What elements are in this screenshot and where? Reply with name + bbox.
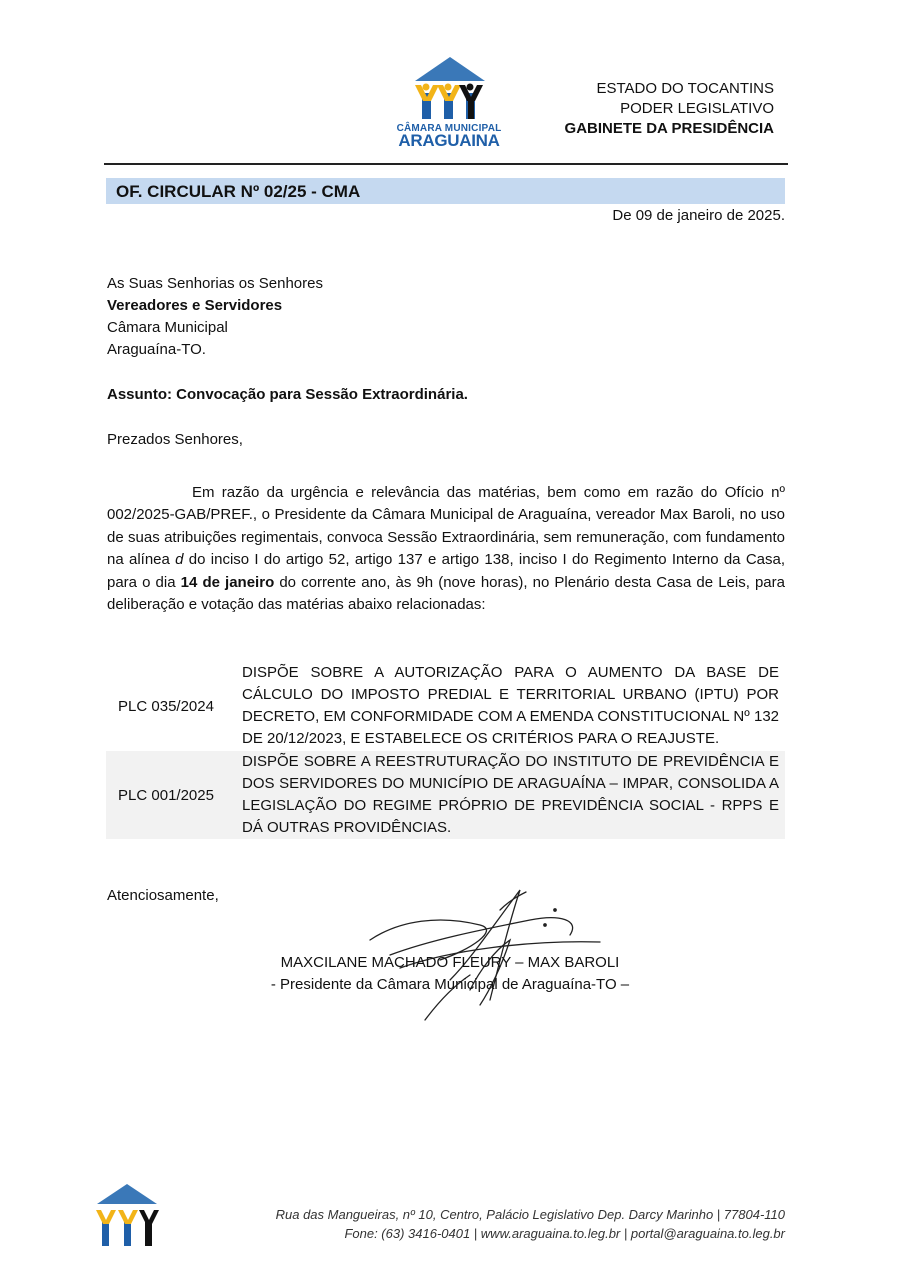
oficio-date: De 09 de janeiro de 2025. bbox=[612, 207, 785, 224]
logo-text-camara: CÂMARA MUNICIPAL bbox=[396, 123, 502, 134]
body-part-2: do inciso I do artigo 52, artigo 137 e artigo 138, inciso I do Regimento Interno da Casa, para o dia bbox=[107, 551, 785, 591]
header-office: GABINETE DA PRESIDÊNCIA bbox=[564, 120, 774, 137]
subject-line: Assunto: Convocação para Sessão Extraordinária. bbox=[107, 386, 468, 403]
footer-logo bbox=[92, 1182, 162, 1252]
matter-description: DISPÕE SOBRE A REESTRUTURAÇÃO DO INSTITUTO DE PREVIDÊNCIA E DOS SERVIDORES DO MUNICÍPIO DE ARAGUAÍNA – IMPAR, CONSOLIDA A LEGISLAÇÃO DO REGIME PRÓPRIO DE PREVIDÊNCIA SOCIAL - RPPS E DÁ OUTRAS PROVIDÊNCIAS. bbox=[242, 753, 779, 836]
oficio-title: OF. CIRCULAR Nº 02/25 - CMA bbox=[116, 182, 361, 201]
greeting: Prezados Senhores, bbox=[107, 431, 243, 448]
session-date: 14 de janeiro bbox=[180, 573, 275, 591]
table-row bbox=[106, 751, 785, 839]
logo-text-araguaina: ARAGUAINA bbox=[398, 131, 500, 150]
footer-address: Rua das Mangueiras, nº 10, Centro, Palácio Legislativo Dep. Darcy Marinho | 77804-110 bbox=[275, 1207, 785, 1222]
matter-description: DISPÕE SOBRE A AUTORIZAÇÃO PARA O AUMENTO DA BASE DE CÁLCULO DO IMPOSTO PREDIAL E TERRITORIAL URBANO (IPTU) POR DECRETO, EM CONFORMIDADE COM A EMENDA CONSTITUCIONAL Nº 132 DE 20/12/2023, E ESTABELECE OS CRITÉRIOS PARA O REAJUSTE. bbox=[242, 664, 779, 747]
matter-code: PLC 035/2024 bbox=[118, 698, 214, 715]
header-divider bbox=[104, 163, 788, 165]
recipient-line-1: As Suas Senhorias os Senhores bbox=[107, 275, 323, 292]
table-row bbox=[106, 662, 785, 751]
body-paragraph bbox=[107, 482, 785, 616]
recipient-line-3: Câmara Municipal bbox=[107, 319, 228, 336]
recipient-line-4: Araguaína-TO. bbox=[107, 341, 206, 358]
body-italic: d bbox=[175, 551, 184, 569]
footer-contact: Fone: (63) 3416-0401 | www.araguaina.to.leg.br | portal@araguaina.to.leg.br bbox=[344, 1226, 785, 1241]
people-figures-icon bbox=[415, 84, 483, 120]
matters-table bbox=[106, 662, 785, 839]
recipient-line-2: Vereadores e Servidores bbox=[107, 297, 283, 314]
header-power: PODER LEGISLATIVO bbox=[620, 100, 774, 117]
body-part-3: do corrente ano, às 9h (nove horas), no Plenário desta Casa de Leis, para deliberação e votação das matérias abaixo relacionadas: bbox=[107, 573, 785, 614]
closing: Atenciosamente, bbox=[107, 887, 219, 904]
signatory-name: MAXCILANE MACHADO FLEURY – MAX BAROLI bbox=[280, 954, 620, 971]
matter-code: PLC 001/2025 bbox=[118, 786, 214, 804]
signatory-role: - Presidente da Câmara Municipal de Araguaína-TO – bbox=[270, 976, 630, 993]
body-part-1: Em razão da urgência e relevância das matérias, bem como em razão do Ofício nº 002/2025-GAB/PREF., o Presidente da Câmara Municipal de Araguaína, vereador Max Baroli, no uso de suas atribuições regimentais, convoca Sessão Extraordinária, sem remuneração, com fundamento na alínea bbox=[107, 484, 785, 569]
header-state: ESTADO DO TOCANTINS bbox=[596, 80, 774, 97]
